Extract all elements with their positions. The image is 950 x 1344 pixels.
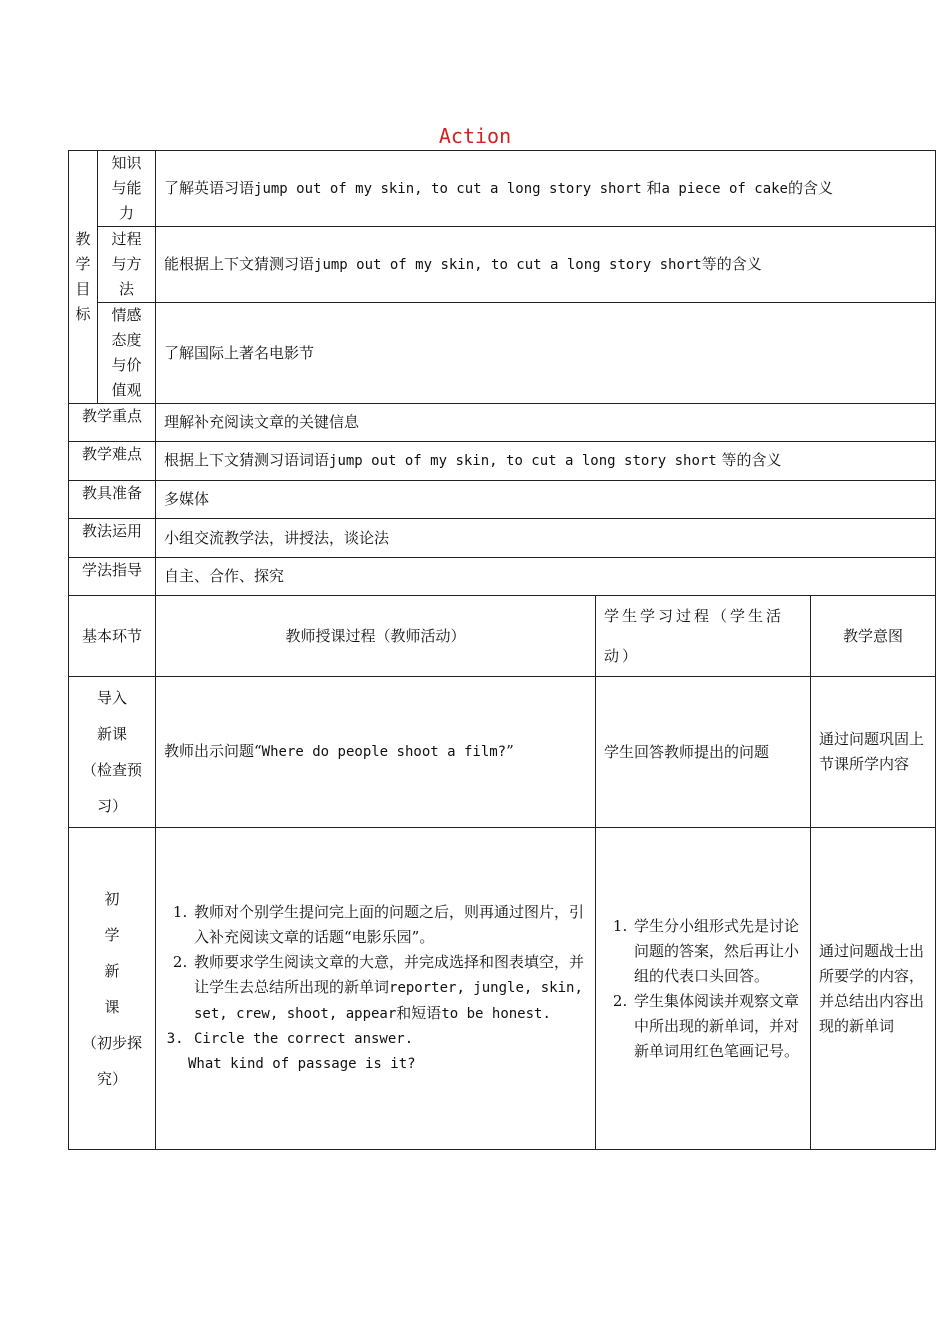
teacher-step-3: 3. Circle the correct answer. — [192, 1027, 589, 1052]
info-row-tools — [69, 481, 936, 519]
stage-intent-intro: 通过问题巩固上节课所学内容 — [811, 677, 936, 828]
stage-student-intro: 学生回答教师提出的问题 — [596, 677, 811, 828]
process-header-row — [69, 596, 936, 677]
stage-row-intro — [69, 677, 936, 828]
objective-label-attitude: 情感 态度 与价 值观 — [98, 303, 156, 404]
methods-text: 小组交流教学法，讲授法，谈论法 — [156, 519, 936, 558]
info-row-difficulty — [69, 442, 936, 481]
header-student: 学生学习过程（学生活动） — [596, 596, 811, 677]
stage-row-new-lesson — [69, 828, 936, 1150]
student-step-1: 1. 学生分小组形式先是讨论问题的答案，然后再让小组的代表口头回答。 — [632, 914, 804, 989]
info-row-methods — [69, 519, 936, 558]
objectives-group-label: 教 学 目 标 — [69, 151, 98, 404]
difficulty-label: 教学难点 — [69, 442, 156, 481]
info-row-guide — [69, 558, 936, 596]
key-point-text: 理解补充阅读文章的关键信息 — [156, 404, 936, 442]
info-row-key-point — [69, 404, 936, 442]
objective-row-process — [69, 227, 936, 303]
guide-label: 学法指导 — [69, 558, 156, 596]
stage-teacher-intro: 教师出示问题“Where do people shoot a film?” — [156, 677, 596, 828]
header-stage: 基本环节 — [69, 596, 156, 677]
header-teacher: 教师授课过程（教师活动） — [156, 596, 596, 677]
objective-text-knowledge: 了解英语习语jump out of my skin, to cut a long story short 和a piece of cake的含义 — [156, 151, 936, 227]
document-title: Action — [438, 124, 512, 148]
objective-text-attitude: 了解国际上著名电影节 — [156, 303, 936, 404]
objective-text-process: 能根据上下文猜测习语jump out of my skin, to cut a long story short等的含义 — [156, 227, 936, 303]
objective-row-knowledge — [69, 151, 936, 227]
stage-label-intro: 导入 新课 （检查预 习） — [69, 677, 156, 828]
stage-intent-new-lesson: 通过问题战士出所要学的内容，并总结出内容出现的新单词 — [811, 828, 936, 1150]
student-step-2: 2. 学生集体阅读并观察文章中所出现的新单词，并对新单词用红色笔画记号。 — [632, 989, 804, 1064]
teacher-step-1: 1. 教师对个别学生提问完上面的问题之后，则再通过图片，引入补充阅读文章的话题“电影乐园”。 — [192, 900, 589, 950]
objective-row-attitude — [69, 303, 936, 404]
objective-label-process: 过程 与方 法 — [98, 227, 156, 303]
teacher-step-2: 2. 教师要求学生阅读文章的大意，并完成选择和图表填空，并让学生去总结所出现的新单词reporter, jungle, skin, set, crew, shoot, appear和短语to be honest. — [192, 950, 589, 1027]
stage-teacher-new-lesson — [156, 828, 596, 1150]
header-intent: 教学意图 — [811, 596, 936, 677]
difficulty-text: 根据上下文猜测习语词语jump out of my skin, to cut a long story short 等的含义 — [156, 442, 936, 481]
methods-label: 教法运用 — [69, 519, 156, 558]
stage-label-new-lesson: 初 学 新 课 （初步探 究） — [69, 828, 156, 1150]
tools-text: 多媒体 — [156, 481, 936, 519]
stage-student-new-lesson — [596, 828, 811, 1150]
key-point-label: 教学重点 — [69, 404, 156, 442]
teacher-question: What kind of passage is it? — [188, 1056, 416, 1072]
tools-label: 教具准备 — [69, 481, 156, 519]
guide-text: 自主、合作、探究 — [156, 558, 936, 596]
lesson-plan-table — [68, 150, 936, 1150]
objective-label-knowledge: 知识 与能 力 — [98, 151, 156, 227]
